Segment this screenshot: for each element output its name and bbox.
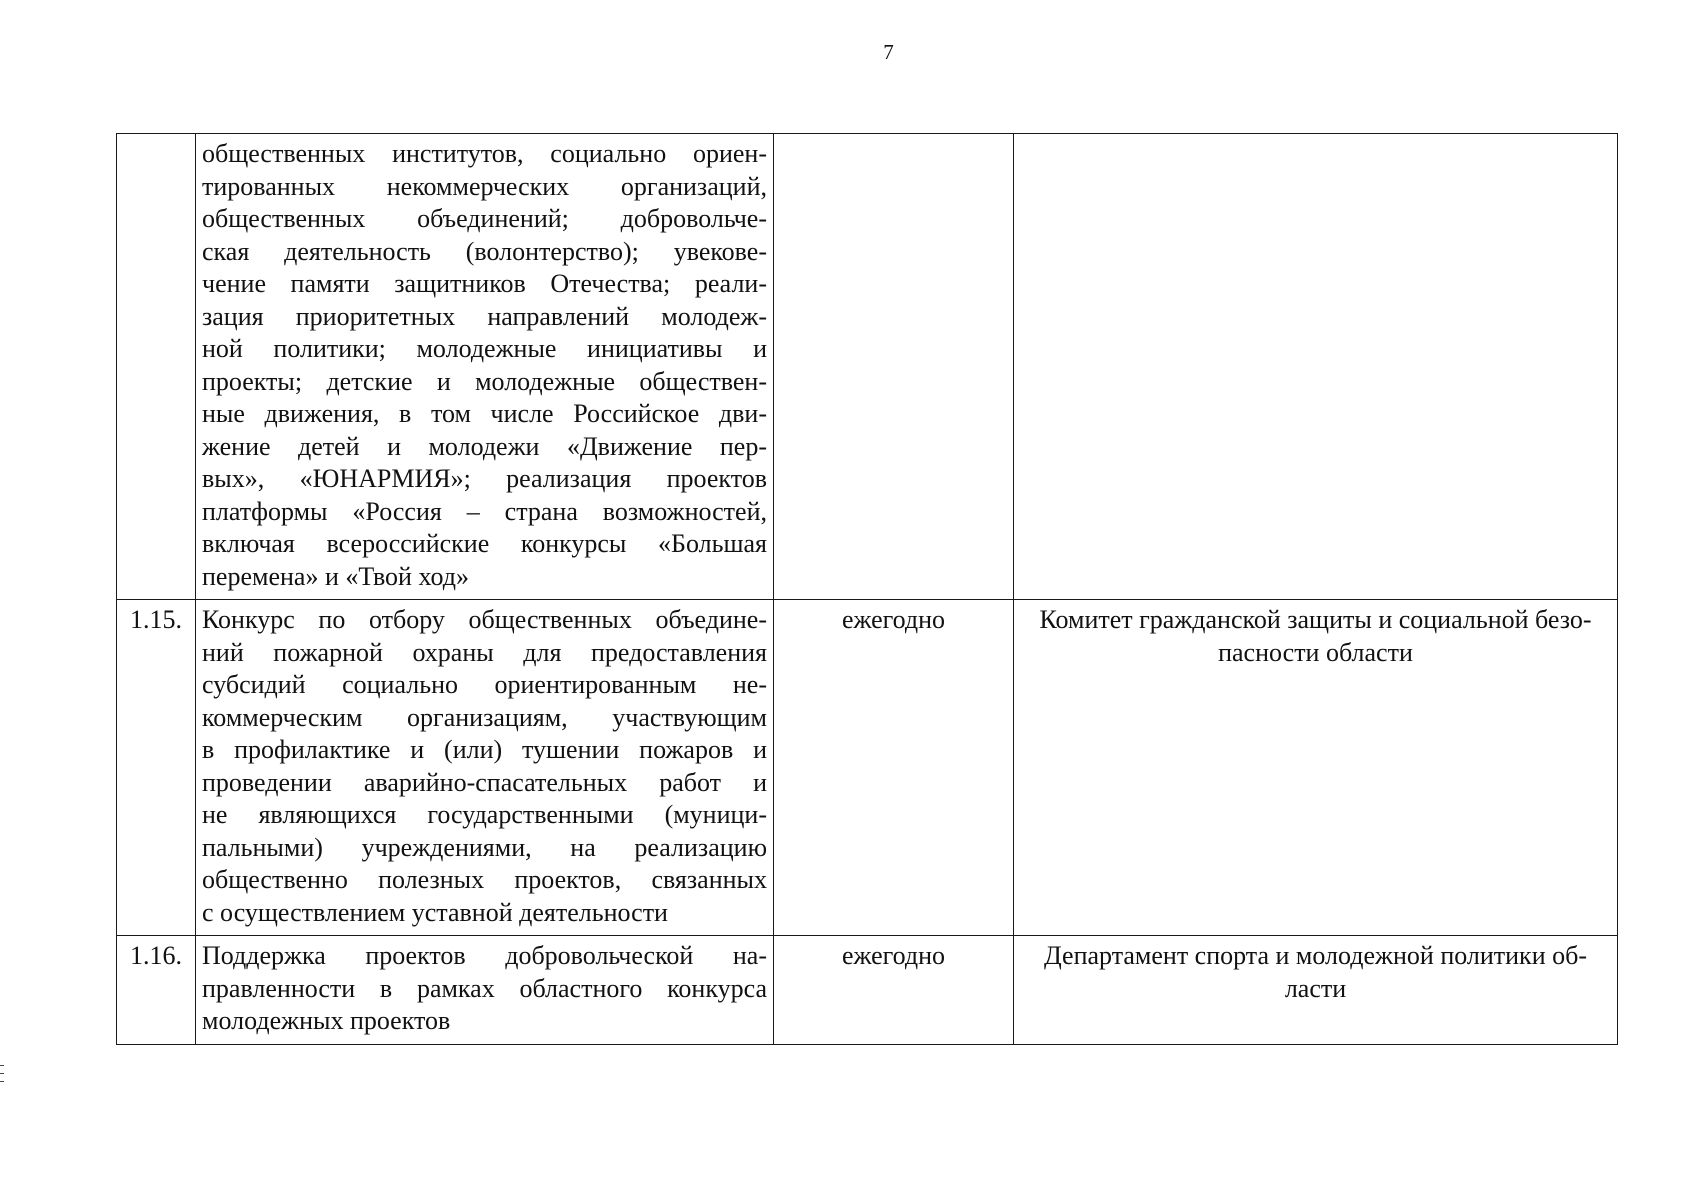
measure-text-line: субсидий социально ориентированным не-: [202, 670, 767, 699]
frequency-cell: ежегодно: [774, 936, 1014, 1045]
table-body: [117, 134, 1618, 1045]
measure-text-line: пальными) учреждениями, на реализацию: [202, 832, 767, 862]
measure-text-line: правленности в рамках областного конкурса: [202, 973, 767, 1003]
measure-text-line: жение детей и молодежи «Движение пер-: [202, 431, 767, 461]
measure-text-line: в профилактике и (или) тушении пожаров и: [202, 735, 767, 764]
row-number-cell: 1.15.: [117, 600, 196, 936]
measure-text-line: общественных объединений; добровольче-: [202, 204, 767, 233]
responsible-text: Комитет гражданской защиты и социальной безо- пасности области: [1039, 605, 1592, 667]
frequency-cell: ежегодно: [774, 600, 1014, 936]
measure-text-line: молодежных проектов: [202, 1006, 451, 1035]
measure-text-line: ний пожарной охраны для предоставления: [202, 637, 767, 667]
responsible-cell: [1014, 936, 1618, 1045]
measure-text-line: коммерческим организациям, участвующим: [202, 702, 767, 732]
measure-text-line: Поддержка проектов добровольческой на-: [202, 941, 767, 970]
responsible-cell: [1014, 134, 1618, 600]
measure-text-line: ные движения, в том числе Российское дви-: [202, 399, 767, 428]
measure-text-line: с осуществлением уставной деятельности: [202, 897, 668, 927]
measure-text-line: чение памяти защитников Отечества; реали-: [202, 269, 767, 298]
measure-text-line: общественных институтов, социально ориен-: [202, 139, 767, 168]
responsible-text: Департамент спорта и молодежной политики об- ласти: [1043, 941, 1587, 1003]
responsible-cell: [1014, 600, 1618, 936]
measure-text-line: общественно полезных проектов, связанных: [202, 865, 767, 894]
measure-text-cell: [196, 134, 774, 600]
measure-text-line: перемена» и «Твой ход»: [202, 561, 469, 591]
measure-text-line: Конкурс по отбору общественных объедине-: [202, 605, 767, 634]
measure-text-line: вых», «ЮНАРМИЯ»; реализация проектов: [202, 464, 767, 493]
measure-text-line: включая всероссийские конкурсы «Большая: [202, 529, 767, 558]
measure-text-line: не являющихся государственными (муници-: [202, 800, 767, 829]
measure-text-cell: [196, 600, 774, 936]
measure-text-line: тированных некоммерческих организаций,: [202, 171, 767, 201]
measure-text-line: платформы «Россия – страна возможностей,: [202, 496, 767, 526]
measures-table: [116, 133, 1618, 1045]
row-number-cell: 1.16.: [117, 936, 196, 1045]
frequency-cell: [774, 134, 1014, 600]
measure-text-line: ной политики; молодежные инициативы и: [202, 334, 767, 363]
measure-text-line: ская деятельность (волонтерство); увекове-: [202, 236, 767, 266]
margin-marks: [0, 1065, 4, 1089]
table-row: [117, 600, 1618, 936]
measure-text-line: проведении аварийно-спасательных работ и: [202, 767, 767, 797]
measure-text-line: проекты; детские и молодежные обществен-: [202, 366, 767, 396]
page-number: 7: [883, 40, 894, 64]
measure-text-line: зация приоритетных направлений молодеж-: [202, 301, 767, 331]
table-row: [117, 134, 1618, 600]
row-number-cell: [117, 134, 196, 600]
table-row: [117, 936, 1618, 1045]
measure-text-cell: [196, 936, 774, 1045]
